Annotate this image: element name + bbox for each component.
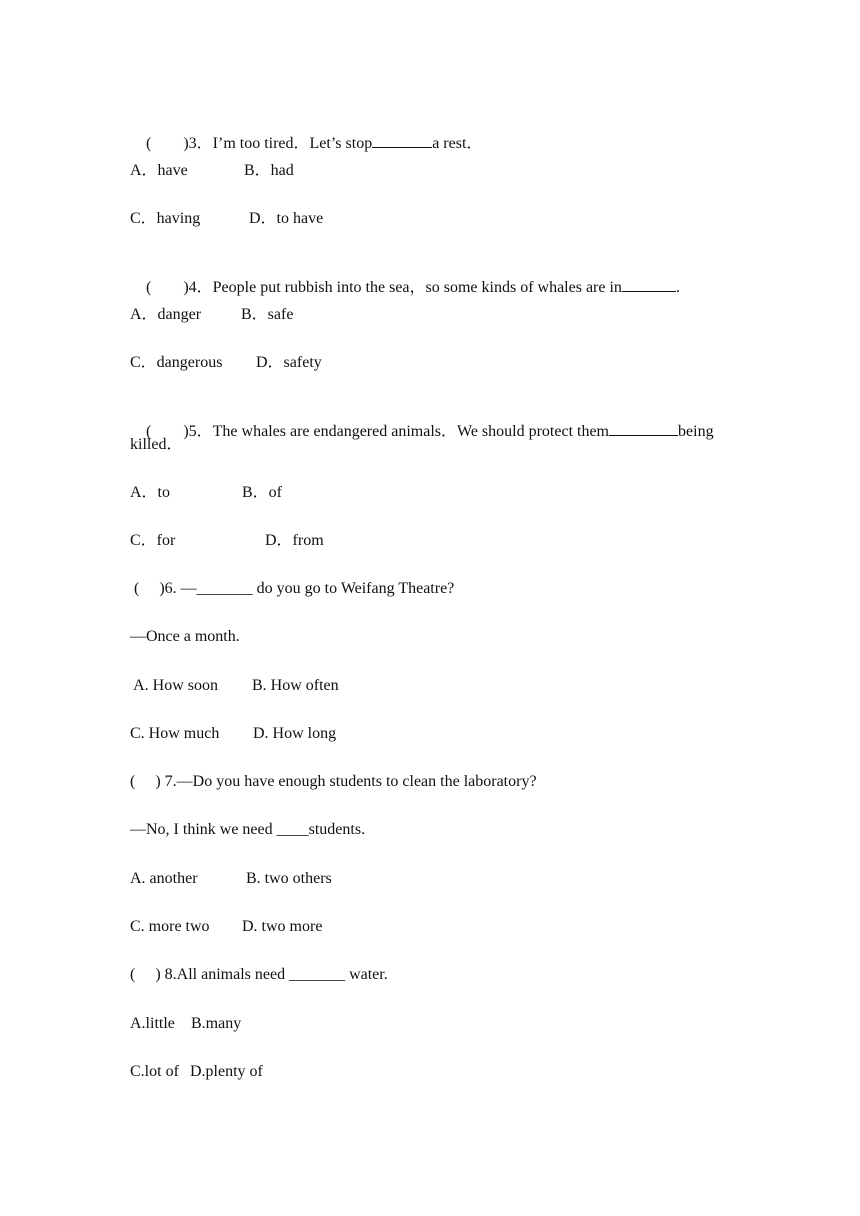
question-6-option-c: C. How much: [130, 725, 220, 742]
question-5-options-row-2: [130, 531, 530, 551]
question-4-option-d: D．safety: [256, 354, 322, 371]
question-6-option-a: A. How soon: [130, 677, 219, 694]
question-8-options-row-2: [130, 1062, 530, 1082]
question-6-option-d: D. How long: [253, 725, 337, 742]
question-5-option-c: C．for: [130, 532, 176, 549]
question-3-options-row-2: [130, 209, 530, 229]
question-7-option-c: C. more two: [130, 918, 210, 935]
question-7-options-row-2: [130, 917, 530, 937]
question-4-option-a: A．danger: [130, 306, 202, 323]
question-3-option-c: C．having: [130, 210, 201, 227]
question-4-stem: [130, 257, 680, 296]
question-5-option-b: B．of: [242, 484, 283, 501]
question-4-option-b: B．safe: [241, 306, 294, 323]
question-3-stem: [130, 113, 483, 152]
question-7-option-b: B. two others: [246, 870, 332, 887]
question-5-text-after: being: [678, 423, 714, 440]
question-7-reply: —No, I think we need ____students.: [130, 821, 366, 838]
question-5-blank: [609, 421, 678, 436]
question-3-text-after: a rest．: [432, 135, 483, 152]
question-6-options-row-1: [130, 676, 530, 696]
question-7-option-d: D. two more: [242, 918, 323, 935]
question-4-text-after: .: [675, 279, 680, 296]
question-4-options-row-2: [130, 353, 530, 373]
question-5-option-d: D．from: [265, 532, 324, 549]
question-6-stem: ( )6. —_______ do you go to Weifang Theatre?: [130, 580, 455, 597]
question-3-option-b: B．had: [244, 162, 294, 179]
question-5-text: ( )5．The whales are endangered animals．We should protect them: [146, 423, 610, 440]
question-3-text: ( )3．I’m too tired．Let’s stop: [146, 135, 373, 152]
question-4-blank: [622, 277, 676, 292]
question-8-option-b: B.many: [191, 1015, 242, 1032]
question-8-stem: ( ) 8.All animals need _______ water.: [130, 966, 388, 983]
question-3-blank: [372, 133, 432, 148]
question-8-option-a: A.little: [130, 1015, 175, 1032]
question-3-option-a: A．have: [130, 162, 188, 179]
question-5-stem-line-2: killed．: [130, 436, 183, 453]
question-5-stem: [130, 401, 714, 440]
question-7-options-row-1: [130, 869, 530, 889]
question-8-option-c: C.lot of: [130, 1063, 179, 1080]
question-5-option-a: A．to: [130, 484, 171, 501]
question-8-option-d: D.plenty of: [190, 1063, 263, 1080]
question-6-reply: —Once a month.: [130, 628, 240, 645]
question-6-option-b: B. How often: [252, 677, 339, 694]
question-6-options-row-2: [130, 724, 530, 744]
question-4-options-row-1: [130, 305, 530, 325]
question-4-text: ( )4．People put rubbish into the sea，so some kinds of whales are in: [146, 279, 622, 296]
question-7-stem: ( ) 7.—Do you have enough students to clean the laboratory?: [130, 773, 537, 790]
question-7-option-a: A. another: [130, 870, 198, 887]
question-8-options-row-1: [130, 1014, 530, 1034]
question-4-option-c: C．dangerous: [130, 354, 223, 371]
question-3-options-row-1: [130, 161, 530, 181]
question-3-option-d: D．to have: [249, 210, 324, 227]
question-5-options-row-1: [130, 483, 530, 503]
